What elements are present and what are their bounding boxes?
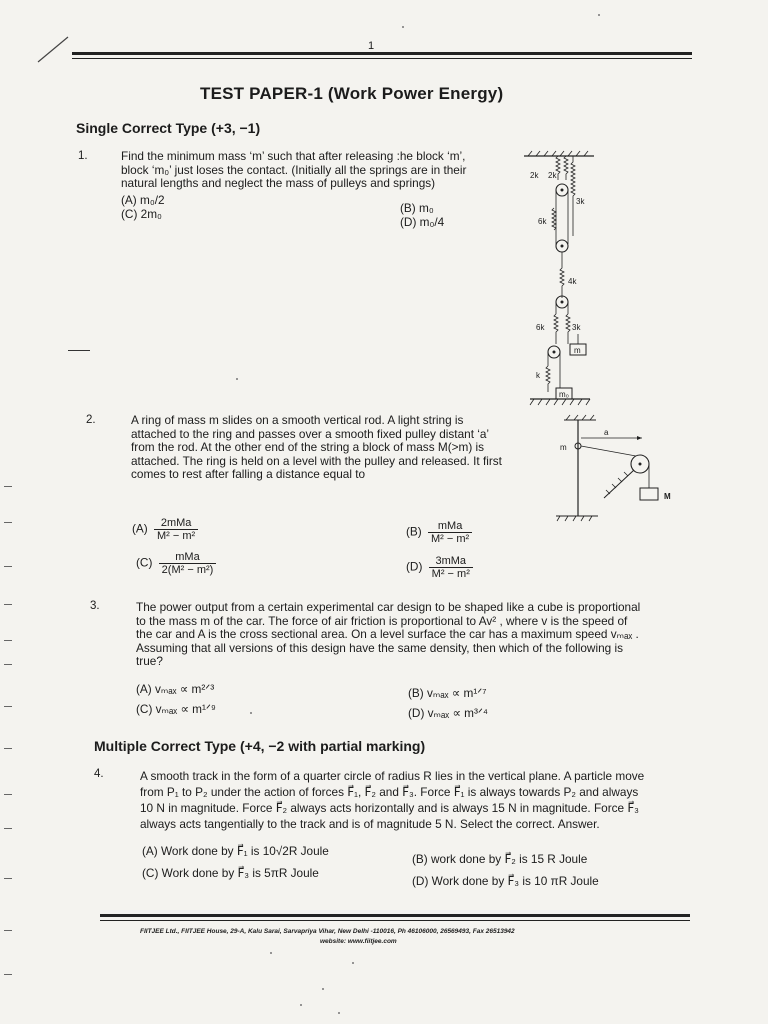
q1-label-4k: 4k bbox=[568, 277, 577, 286]
q2-option-c-label: (C) bbox=[136, 555, 153, 570]
q2-option-d-den: M² − m² bbox=[431, 568, 470, 580]
q2-option-c-den: 2(M² − m²) bbox=[161, 564, 214, 576]
q1-option-b: (B) m₀ bbox=[400, 201, 434, 215]
q1-label-2k-left: 2k bbox=[530, 171, 539, 180]
q1-block-m-label: m bbox=[574, 346, 581, 355]
q1-label-3k-top: 3k bbox=[576, 197, 585, 206]
q2-line: comes to rest after falling a distance equal to bbox=[131, 467, 366, 481]
q1-label-2k-right: 2k bbox=[548, 171, 557, 180]
q3-option-c: (C) vₘₐₓ ∝ m¹ᐟ⁹ bbox=[136, 702, 216, 716]
q2-option-b-label: (B) bbox=[406, 524, 422, 539]
q3-option-d: (D) vₘₐₓ ∝ m³ᐟ⁴ bbox=[408, 706, 488, 720]
section-multiple-correct: Multiple Correct Type (+4, −2 with partial marking) bbox=[94, 738, 426, 754]
q2-option-d-label: (D) bbox=[406, 559, 423, 574]
q2-option-c bbox=[136, 551, 216, 576]
q2-option-a bbox=[132, 517, 198, 542]
q2-number: 2. bbox=[86, 414, 96, 426]
q2-text bbox=[131, 414, 541, 482]
q2-line: attached to the ring and passes over a smooth fixed pulley distant ‘a’ bbox=[131, 426, 490, 441]
q2-option-c-num: mMa bbox=[159, 551, 217, 564]
q1-label-k: k bbox=[536, 371, 540, 380]
q3-number: 3. bbox=[90, 600, 100, 612]
q2-line: attached. The ring is held on a level with the pulley and released. It first bbox=[131, 453, 502, 468]
q1-block-m0-label: m₀ bbox=[559, 390, 569, 399]
q4-line: from P₁ to P₂ under the action of forces F⃗₁, F⃗₂ and F⃗₃. Force F⃗₁ is always towards P₂ and always bbox=[140, 785, 639, 799]
footer-address: FIITJEE Ltd., FIITJEE House, 29-A, Kalu Sarai, Sarvapriya Vihar, New Delhi -110016, Ph 46106000, 26569493, Fax 26513942 bbox=[140, 928, 515, 935]
page-title: TEST PAPER-1 (Work Power Energy) bbox=[200, 84, 504, 103]
q3-line: The power output from a certain experimental car design to be shaped like a cube is proportional bbox=[136, 600, 641, 614]
q1-option-a: (A) m₀/2 bbox=[121, 193, 165, 207]
q3-option-b: (B) vₘₐₓ ∝ m¹ᐟ⁷ bbox=[408, 686, 487, 700]
q2-ring-label: m bbox=[560, 443, 567, 452]
q4-option-d: (D) Work done by F⃗₃ is 10 πR Joule bbox=[412, 874, 599, 888]
q2-option-b-fraction bbox=[428, 520, 472, 545]
q3-line: true? bbox=[136, 654, 163, 668]
margin-dash bbox=[68, 350, 90, 351]
pen-stroke-mark bbox=[36, 34, 72, 64]
q2-line: from the rod. At the other end of the string a block of mass M(>m) is bbox=[131, 440, 485, 454]
q1-text bbox=[121, 150, 516, 191]
q3-line: the car and A is the cross sectional area. On a level surface the car has a maximum speed vₘₐₓ . bbox=[136, 627, 639, 641]
q2-option-a-label: (A) bbox=[132, 521, 148, 536]
q2-block-label: M bbox=[664, 492, 671, 501]
q2-option-c-fraction bbox=[159, 551, 217, 576]
q2-line: A ring of mass m slides on a smooth vertical rod. A light string is bbox=[131, 413, 464, 427]
q1-label-3k-bottom: 3k bbox=[572, 323, 581, 332]
footer-rule-thick bbox=[100, 914, 690, 917]
q4-line: always acts tangentially to the track and is of magnitude 5 N. Select the correct. Answer. bbox=[140, 817, 600, 831]
q3-option-a: (A) vₘₐₓ ∝ m²ᐟ³ bbox=[136, 682, 215, 696]
q1-label-6k-top: 6k bbox=[538, 217, 547, 226]
footer-website: website: www.fiitjee.com bbox=[320, 938, 397, 945]
q2-distance-label: a bbox=[604, 428, 609, 437]
q4-text bbox=[140, 768, 696, 832]
q3-line: Assuming that all versions of this design have the same density, then which of the following is bbox=[136, 640, 623, 655]
q2-option-d bbox=[406, 555, 473, 580]
q4-option-c: (C) Work done by F⃗₃ is 5πR Joule bbox=[142, 866, 319, 880]
q2-option-d-num: 3mMa bbox=[429, 555, 473, 568]
section-single-correct: Single Correct Type (+3, −1) bbox=[76, 120, 261, 136]
q2-option-b-den: M² − m² bbox=[431, 533, 470, 545]
q2-option-a-num: 2mMa bbox=[154, 517, 198, 530]
q2-option-b-num: mMa bbox=[428, 520, 472, 533]
q1-spring-pulley-figure bbox=[520, 148, 600, 410]
q2-option-b bbox=[406, 520, 472, 545]
q1-number: 1. bbox=[78, 150, 88, 162]
q1-option-c: (C) 2m₀ bbox=[121, 207, 162, 221]
q3-line: to the mass m of the car. The force of air friction is proportional to Av² , where v is the speed of bbox=[136, 613, 628, 628]
q1-label-6k-bottom: 6k bbox=[536, 323, 545, 332]
footer-rule-thin bbox=[100, 920, 690, 921]
page-number: 1 bbox=[368, 40, 375, 52]
q1-line: natural lengths and neglect the mass of pulleys and springs) bbox=[121, 176, 436, 190]
q4-line: A smooth track in the form of a quarter circle of radius R lies in the vertical plane. A particle move bbox=[140, 769, 645, 783]
q3-text bbox=[136, 601, 696, 669]
q2-option-a-fraction bbox=[154, 517, 198, 542]
q2-option-d-fraction bbox=[429, 555, 473, 580]
q1-line: Find the minimum mass ‘m’ such that after releasing :he block ‘m’, bbox=[121, 149, 466, 163]
q4-option-b: (B) work done by F⃗₂ is 15 R Joule bbox=[412, 852, 588, 866]
header-rule-thin bbox=[72, 58, 692, 59]
q4-number: 4. bbox=[94, 768, 104, 780]
q1-line: block ‘m₀’ just loses the contact. (Initially all the springs are in their bbox=[121, 162, 467, 177]
q2-ring-pulley-figure bbox=[548, 412, 678, 524]
q1-option-d: (D) m₀/4 bbox=[400, 215, 445, 229]
q4-line: 10 N in magnitude. Force F⃗₂ always acts horizontally and is always 15 N in magnitude. Force F⃗₃ bbox=[140, 801, 639, 815]
q4-option-a: (A) Work done by F⃗₁ is 10√2R Joule bbox=[142, 844, 329, 858]
q2-option-a-den: M² − m² bbox=[157, 530, 196, 542]
header-rule-thick bbox=[72, 52, 692, 55]
